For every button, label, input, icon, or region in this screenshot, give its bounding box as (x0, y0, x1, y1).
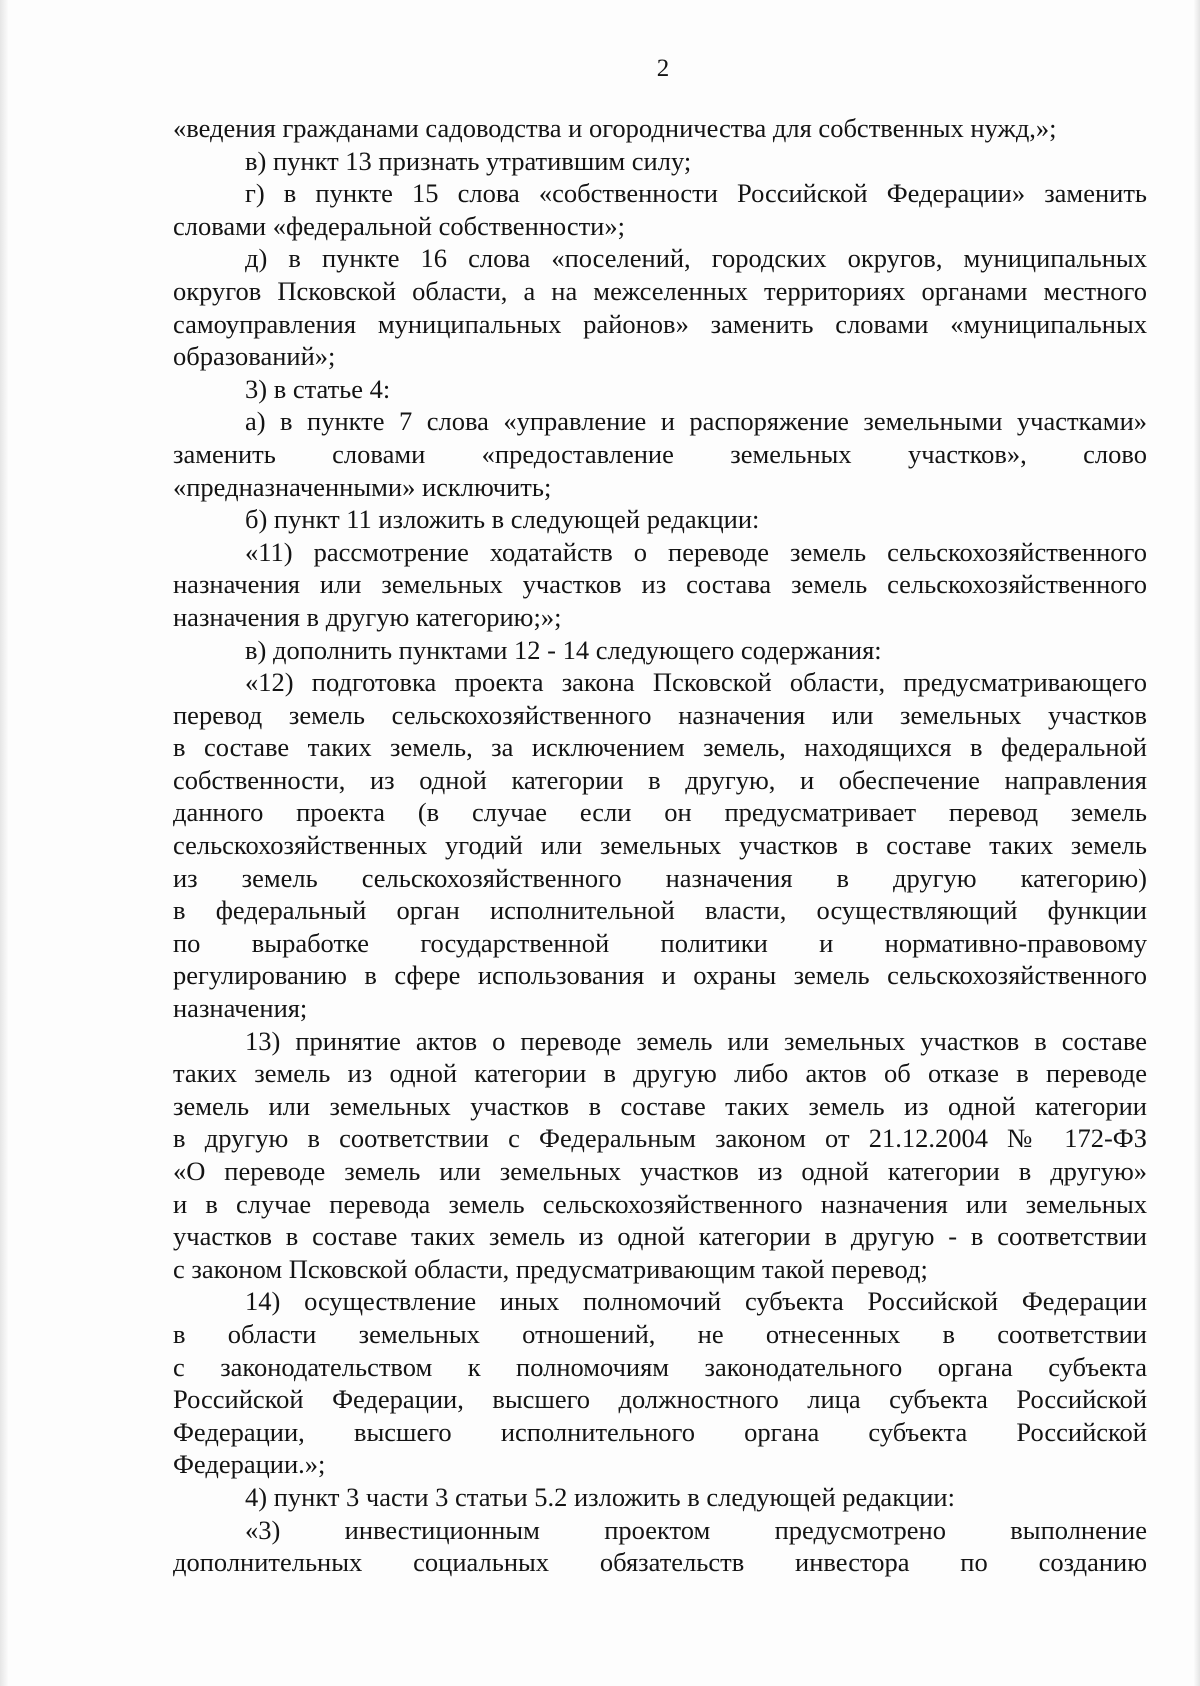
text-line: Федерации, высшего исполнительного органа субъекта Российской (173, 1416, 1147, 1447)
document-body (173, 112, 1147, 1579)
text-line: «предназначенными» исключить; (173, 471, 552, 502)
text-line: назначения или земельных участков из состава земель сельскохозяйственного (173, 569, 1147, 600)
text-line: с законодательством к полномочиям законодательного органа субъекта (173, 1351, 1147, 1382)
text-line: данного проекта (в случае если он предусматривает перевод земель (173, 797, 1147, 828)
text-line: «О переводе земель или земельных участков из одной категории в другую» (173, 1156, 1147, 1186)
text-line: заменить словами «предоставление земельных участков», слово (173, 438, 1147, 469)
text-line: сельскохозяйственных угодий или земельных участков в составе таких земель (173, 830, 1147, 861)
scan-edge-right (1194, 0, 1200, 1686)
text-line: в другую в соответствии с Федеральным законом от 21.12.2004 № 172-ФЗ (173, 1123, 1147, 1154)
text-line: в) пункт 13 признать утратившим силу; (245, 145, 692, 176)
text-line: собственности, из одной категории в другую, и обеспечение направления (173, 764, 1147, 795)
text-line: 13) принятие актов о переводе земель или земельных участков в составе (245, 1025, 1147, 1056)
text-line: д) в пункте 16 слова «поселений, городских округов, муниципальных (245, 243, 1147, 274)
text-line: участков в составе таких земель из одной категории в другую - в соответствии (173, 1221, 1147, 1252)
text-line: в) дополнить пунктами 12 - 14 следующего содержания: (245, 634, 882, 665)
text-line: «ведения гражданами садоводства и огородничества для собственных нужд,»; (173, 113, 1057, 143)
text-line: Российской Федерации, высшего должностного лица субъекта Российской (173, 1384, 1147, 1415)
text-line: по выработке государственной политики и нормативно-правовому (173, 927, 1147, 958)
text-line: 4) пункт 3 части 3 статьи 5.2 изложить в следующей редакции: (245, 1481, 955, 1512)
scan-edge-left (0, 0, 8, 1686)
text-line: 3) в статье 4: (245, 373, 391, 404)
text-line: назначения в другую категорию;»; (173, 601, 562, 632)
text-line: 14) осуществление иных полномочий субъекта Российской Федерации (245, 1286, 1147, 1317)
page-number: 2 (656, 55, 670, 82)
text-line: самоуправления муниципальных районов» заменить словами «муниципальных (173, 308, 1147, 339)
text-line: таких земель из одной категории в другую либо актов об отказе в переводе (173, 1058, 1147, 1089)
text-line: дополнительных социальных обязательств инвестора по созданию (173, 1547, 1147, 1578)
text-line: и в случае перевода земель сельскохозяйственного назначения или земельных (173, 1188, 1147, 1219)
text-line: назначения; (173, 993, 308, 1024)
text-line: земель или земельных участков в составе таких земель из одной категории (173, 1090, 1147, 1121)
text-line: б) пункт 11 изложить в следующей редакции: (245, 504, 760, 535)
text-line: перевод земель сельскохозяйственного назначения или земельных участков (173, 699, 1147, 730)
text-line: словами «федеральной собственности»; (173, 210, 625, 241)
text-line: с законом Псковской области, предусматривающим такой перевод; (173, 1253, 928, 1284)
text-line: образований»; (173, 341, 336, 372)
text-line: регулированию в сфере использования и охраны земель сельскохозяйственного (173, 960, 1147, 991)
text-line: «3) инвестиционным проектом предусмотрено выполнение (245, 1514, 1147, 1545)
text-line: округов Псковской области, а на межселенных территориях органами местного (173, 275, 1147, 306)
text-line: в составе таких земель, за исключением земель, находящихся в федеральной (173, 732, 1147, 763)
text-line: из земель сельскохозяйственного назначения в другую категорию) (173, 862, 1147, 893)
text-line: «12) подготовка проекта закона Псковской области, предусматривающего (245, 667, 1147, 698)
text-line: в области земельных отношений, не отнесенных в соответствии (173, 1318, 1147, 1349)
text-line: г) в пункте 15 слова «собственности Российской Федерации» заменить (245, 178, 1147, 209)
text-line: Федерации.»; (173, 1449, 326, 1480)
text-line: а) в пункте 7 слова «управление и распоряжение земельными участками» (245, 406, 1147, 437)
text-line: «11) рассмотрение ходатайств о переводе земель сельскохозяйственного (245, 536, 1147, 567)
text-line: в федеральный орган исполнительной власти, осуществляющий функции (173, 895, 1147, 926)
